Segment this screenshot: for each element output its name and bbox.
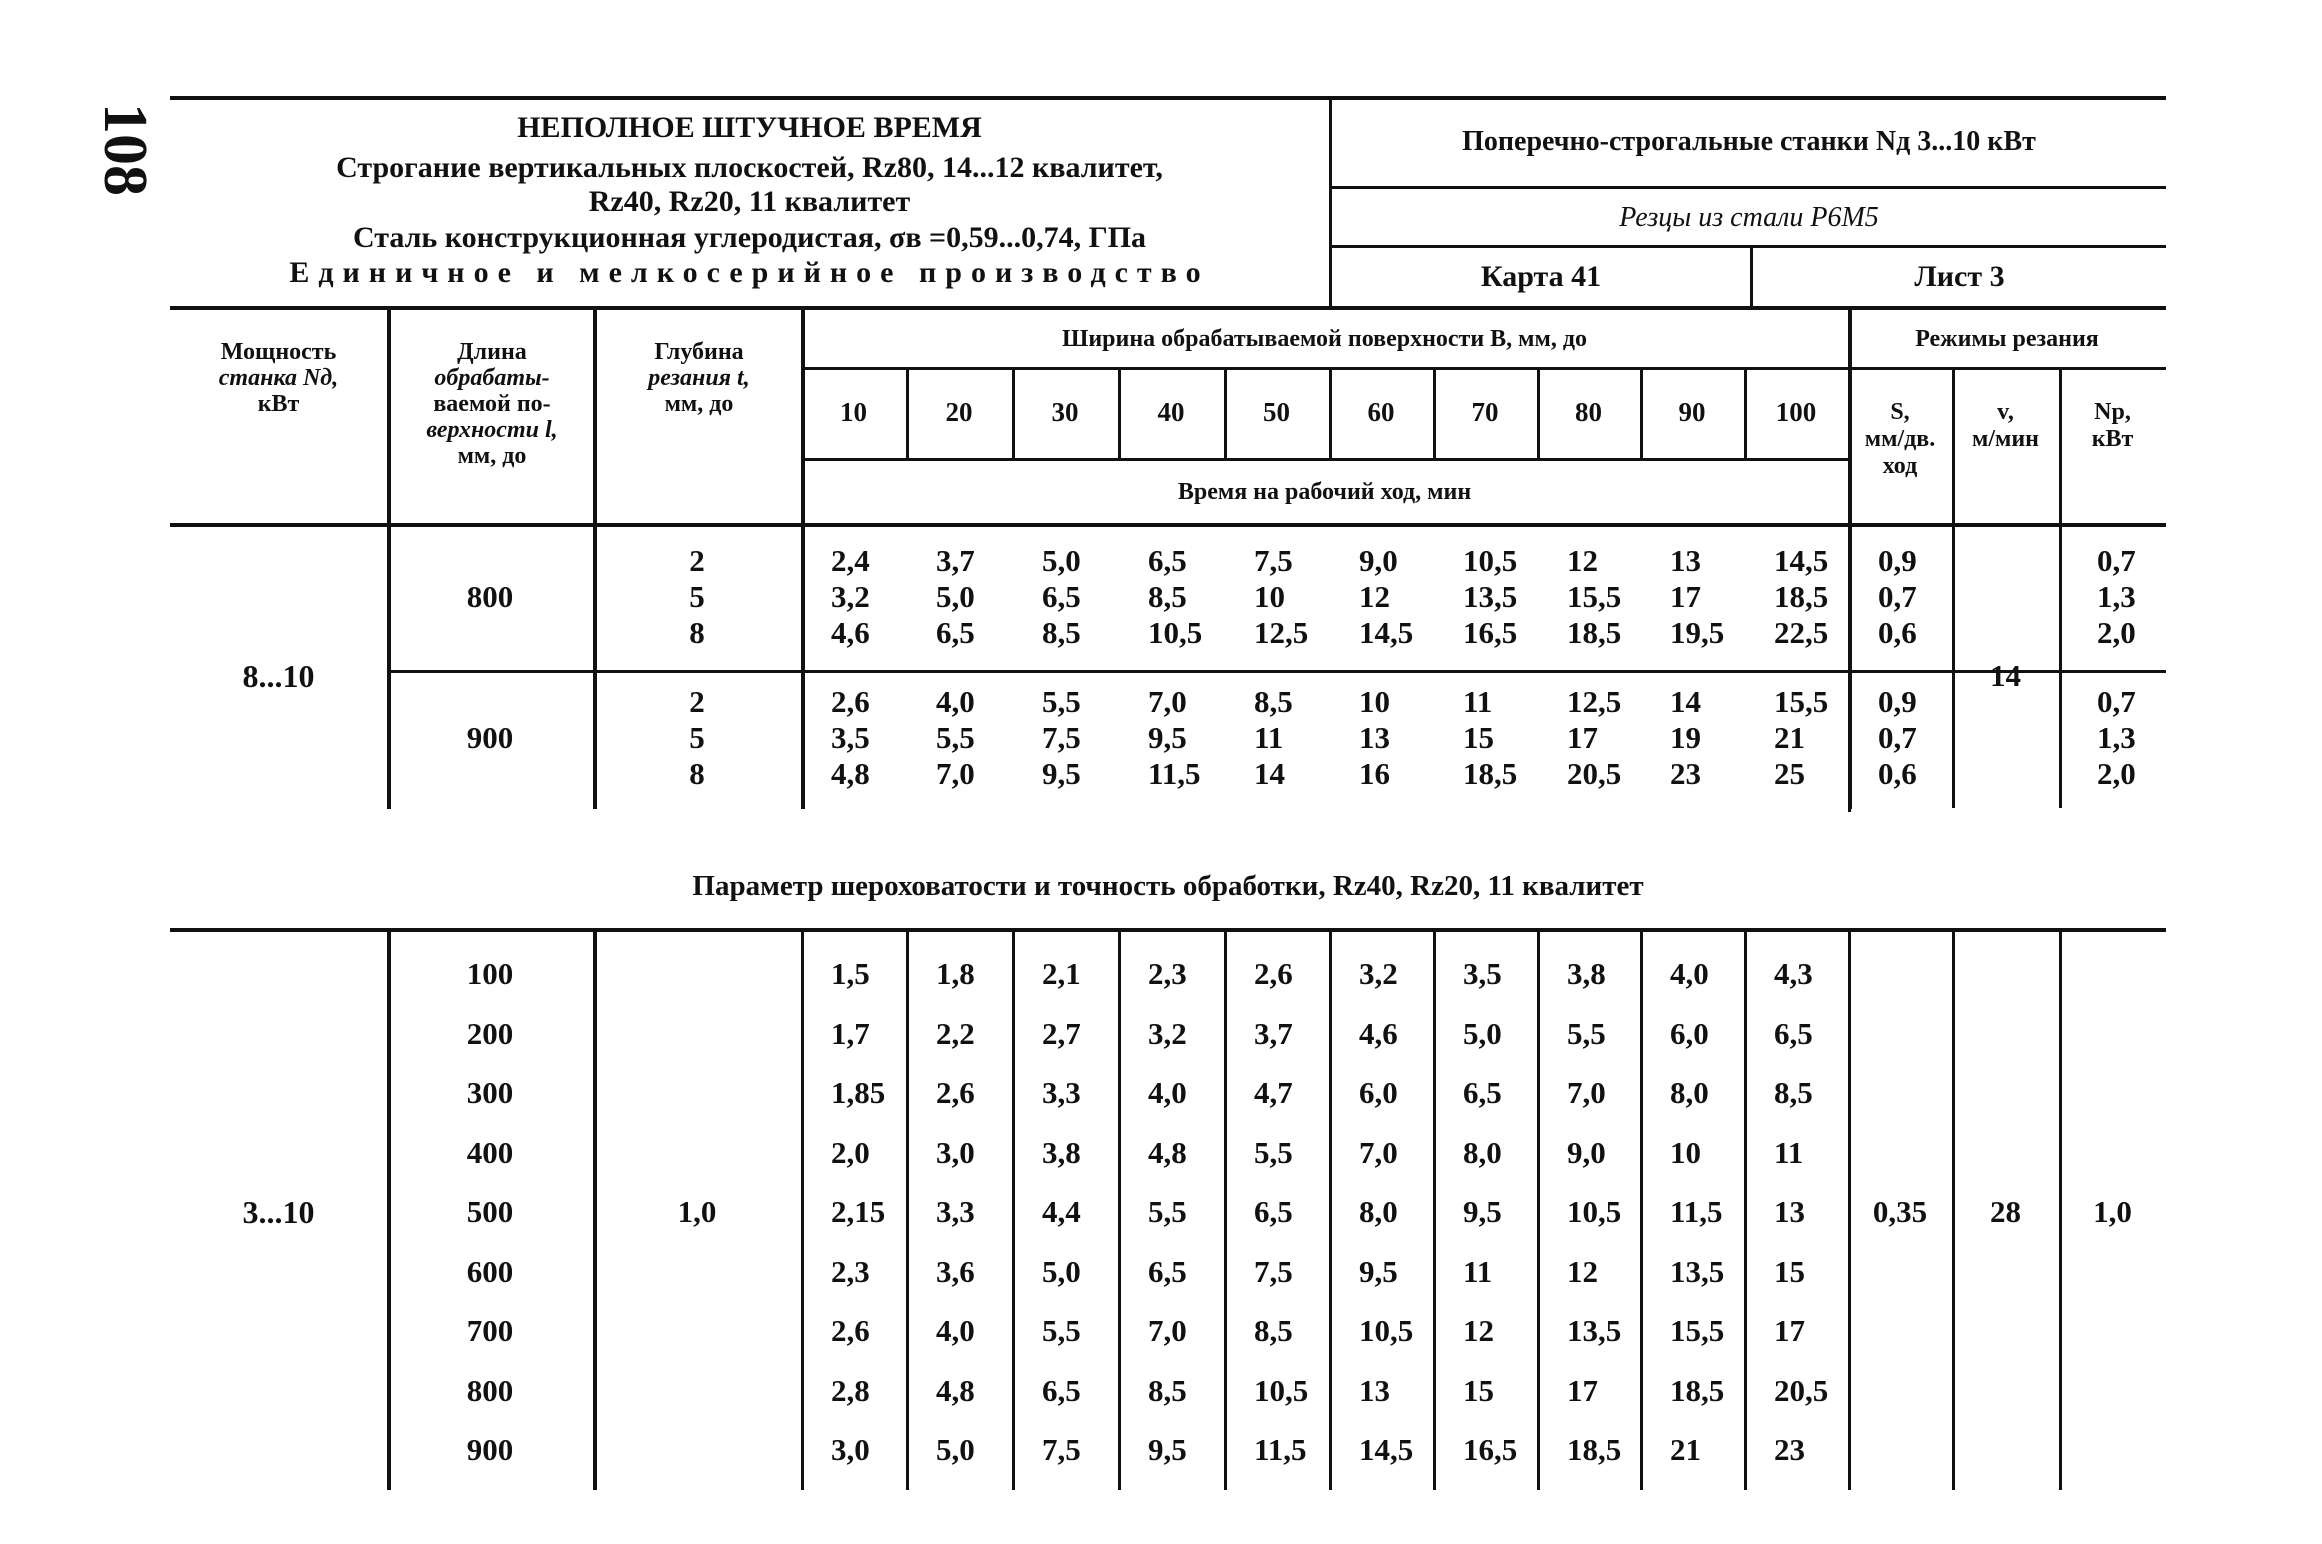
title: НЕПОЛНОЕ ШТУЧНОЕ ВРЕМЯ bbox=[517, 111, 982, 144]
width-header: Ширина обрабатываемой поверхности В, мм, до bbox=[1061, 326, 1588, 352]
v-value: 14 bbox=[1990, 658, 2021, 693]
depth-header-line: резания t, bbox=[648, 365, 750, 391]
depth-header-line: мм, до bbox=[664, 391, 734, 417]
sheet-label: Лист 3 bbox=[1914, 260, 2005, 293]
time-cell: 3,0 bbox=[831, 1432, 870, 1467]
length-row: 100 bbox=[466, 956, 514, 991]
length-row: 900 bbox=[466, 1432, 514, 1467]
time-cell: 2,8 bbox=[831, 1372, 870, 1408]
time-cell: 3,8 bbox=[1042, 1134, 1081, 1170]
length-row: 200 bbox=[466, 1015, 514, 1051]
time-cell: 4,4 bbox=[1042, 1194, 1081, 1229]
time-cell: 6,5 bbox=[1254, 1194, 1293, 1229]
length-row: 300 bbox=[466, 1075, 514, 1110]
time-cell: 10,5 13,5 16,5 bbox=[1463, 543, 1518, 650]
time-cell: 5,5 bbox=[1148, 1194, 1187, 1229]
length-header-line: мм, до bbox=[457, 443, 527, 469]
time-cell: 9,5 bbox=[1463, 1194, 1502, 1229]
header-bottom-rule bbox=[170, 306, 2166, 310]
time-cell: 13,5 bbox=[1670, 1253, 1725, 1289]
col-rule-2 bbox=[1329, 928, 1332, 1490]
time-cell: 4,8 bbox=[936, 1372, 975, 1408]
time-cell: 2,4 3,2 4,6 bbox=[831, 543, 870, 650]
col-rule-2 bbox=[1640, 928, 1643, 1490]
time-cell: 4,0 bbox=[1670, 956, 1709, 991]
time-cell: 2,6 3,5 4,8 bbox=[831, 684, 870, 791]
time-cell: 12 bbox=[1463, 1313, 1494, 1348]
time-cell: 6,5 8,5 10,5 bbox=[1148, 543, 1203, 650]
time-cell: 8,0 bbox=[1670, 1075, 1709, 1110]
time-cell: 1,5 bbox=[831, 956, 870, 991]
length-header-line: обрабаты- bbox=[434, 365, 550, 391]
time-cell: 5,5 bbox=[1254, 1134, 1293, 1170]
time-cell: 2,7 bbox=[1042, 1015, 1081, 1051]
depth-value-2: 1,0 bbox=[677, 1194, 717, 1229]
time-cell: 4,0 5,5 7,0 bbox=[936, 684, 975, 791]
s-value-2: 0,35 bbox=[1872, 1194, 1928, 1229]
modes-header: Режимы резания bbox=[1915, 326, 2099, 352]
time-cell: 8,0 bbox=[1463, 1134, 1502, 1170]
time-cell: 14 19 23 bbox=[1670, 684, 1701, 791]
time-cell: 3,2 bbox=[1359, 956, 1398, 991]
np-value-2: 1,0 bbox=[2093, 1194, 2132, 1229]
col-rule-2 bbox=[801, 928, 804, 1490]
time-cell: 5,5 bbox=[1042, 1313, 1081, 1348]
time-cell: 2,15 bbox=[831, 1194, 886, 1229]
time-cell: 18,5 bbox=[1567, 1432, 1622, 1467]
time-header: Время на рабочий ход, мин bbox=[1177, 479, 1472, 505]
time-cell: 14,5 18,5 22,5 bbox=[1774, 543, 1829, 650]
time-cell: 2,6 bbox=[936, 1075, 975, 1110]
power-value: 8...10 bbox=[242, 658, 315, 694]
time-cell: 3,3 bbox=[936, 1194, 975, 1229]
width-col-90: 90 bbox=[1678, 397, 1706, 427]
time-cell: 9,0 bbox=[1567, 1134, 1606, 1170]
time-cell: 4,7 bbox=[1254, 1075, 1293, 1110]
col-rule-s bbox=[1848, 309, 1852, 809]
time-cell: 15,5 bbox=[1670, 1313, 1725, 1348]
col-rule-2 bbox=[1012, 928, 1015, 1490]
time-cell: 10,5 bbox=[1254, 1372, 1309, 1408]
time-cell: 3,6 bbox=[936, 1253, 975, 1289]
section2-title: Параметр шероховатости и точность обработки, Rz40, Rz20, 11 квалитет bbox=[692, 870, 1644, 902]
top-rule bbox=[170, 96, 2166, 100]
time-cell: 7,0 bbox=[1567, 1075, 1606, 1110]
time-cell: 7,0 9,5 11,5 bbox=[1148, 684, 1201, 791]
time-cell: 10,5 bbox=[1567, 1194, 1622, 1229]
np-values: 0,7 1,3 2,0 bbox=[2097, 684, 2136, 791]
time-cell: 4,6 bbox=[1359, 1015, 1398, 1051]
power-header-line: станка Nд, bbox=[218, 365, 339, 391]
time-cell: 11 15 18,5 bbox=[1463, 684, 1518, 791]
time-cell: 8,5 11 14 bbox=[1254, 684, 1293, 791]
time-cell: 6,5 bbox=[1774, 1015, 1813, 1051]
length-header-line: верхности l, bbox=[426, 417, 558, 443]
time-cell: 8,0 bbox=[1359, 1194, 1398, 1229]
length-row: 400 bbox=[466, 1134, 514, 1170]
width-col-50: 50 bbox=[1263, 397, 1290, 427]
col-rule-2 bbox=[1224, 928, 1227, 1490]
time-cell: 2,6 bbox=[831, 1313, 870, 1348]
time-cell: 1,7 bbox=[831, 1015, 870, 1051]
time-cell: 5,0 bbox=[1042, 1253, 1081, 1289]
time-cell: 6,0 bbox=[1670, 1015, 1709, 1051]
time-cell: 3,3 bbox=[1042, 1075, 1081, 1110]
time-cell: 15 bbox=[1463, 1372, 1494, 1408]
time-cell: 12,5 17 20,5 bbox=[1567, 684, 1622, 791]
np-values: 0,7 1,3 2,0 bbox=[2097, 543, 2136, 650]
time-cell: 7,5 bbox=[1042, 1432, 1081, 1467]
width-col-70: 70 bbox=[1471, 397, 1499, 427]
title-line3: Rz40, Rz20, 11 квалитет bbox=[588, 185, 911, 218]
col-rule-2 bbox=[906, 928, 909, 1490]
time-cell: 11,5 bbox=[1254, 1432, 1307, 1467]
length-value: 900 bbox=[466, 720, 514, 755]
time-cell: 15 bbox=[1774, 1253, 1805, 1289]
time-cell: 13 bbox=[1359, 1372, 1390, 1408]
time-cell: 7,5 10 12,5 bbox=[1254, 543, 1309, 650]
length-row: 700 bbox=[466, 1313, 514, 1348]
time-cell: 16,5 bbox=[1463, 1432, 1518, 1467]
time-cell: 17 bbox=[1567, 1372, 1598, 1408]
time-cell: 11 bbox=[1774, 1134, 1804, 1170]
width-col-80: 80 bbox=[1575, 397, 1602, 427]
time-cell: 12 15,5 18,5 bbox=[1567, 543, 1622, 650]
time-cell: 2,2 bbox=[936, 1015, 975, 1051]
time-cell: 3,2 bbox=[1148, 1015, 1187, 1051]
np-divider bbox=[2059, 670, 2166, 673]
length-value: 800 bbox=[466, 579, 514, 614]
time-cell: 13 bbox=[1774, 1194, 1805, 1229]
time-cell: 17 bbox=[1774, 1313, 1805, 1348]
width-col-10: 10 bbox=[840, 397, 867, 427]
length-header-line: ваемой по- bbox=[433, 391, 551, 417]
time-cell: 3,7 5,0 6,5 bbox=[936, 543, 975, 650]
group-divider bbox=[387, 670, 2166, 673]
time-cell: 3,7 bbox=[1254, 1015, 1293, 1051]
page-number: 108 bbox=[91, 103, 159, 196]
s-header-line: мм/дв. bbox=[1864, 426, 1936, 452]
time-cell: 6,5 bbox=[1042, 1372, 1081, 1408]
time-cell: 7,5 bbox=[1254, 1253, 1293, 1289]
width-col-40: 40 bbox=[1157, 397, 1185, 427]
time-cell: 21 bbox=[1670, 1432, 1701, 1467]
col-rule-2 bbox=[1744, 928, 1747, 1490]
time-cell: 8,5 bbox=[1254, 1313, 1293, 1348]
power-header-line: Мощность bbox=[220, 339, 337, 365]
time-cell: 20,5 bbox=[1774, 1372, 1829, 1408]
time-cell: 18,5 bbox=[1670, 1372, 1725, 1408]
np-header-line: кВт bbox=[2091, 426, 2134, 452]
modes-header-rule bbox=[1848, 367, 2166, 370]
s-header-line: S, bbox=[1890, 399, 1910, 425]
table1-header-bottom bbox=[170, 523, 2166, 527]
time-cell: 5,5 bbox=[1567, 1015, 1606, 1051]
time-cell: 4,3 bbox=[1774, 956, 1813, 991]
time-cell: 23 bbox=[1774, 1432, 1805, 1467]
time-cell: 5,0 bbox=[936, 1432, 975, 1467]
time-cell: 3,5 bbox=[1463, 956, 1502, 991]
time-cell: 7,0 bbox=[1359, 1134, 1398, 1170]
power-header-line: кВт bbox=[257, 391, 300, 417]
tool-label: Резцы из стали Р6М5 bbox=[1619, 202, 1879, 233]
time-cell: 1,8 bbox=[936, 956, 975, 991]
time-cell: 13 17 19,5 bbox=[1670, 543, 1725, 650]
time-cell: 4,8 bbox=[1148, 1134, 1187, 1170]
time-cell: 8,5 bbox=[1774, 1075, 1813, 1110]
machine-label: Поперечно-строгальные станки Nд 3...10 кВт bbox=[1462, 126, 2036, 157]
time-cell: 7,0 bbox=[1148, 1313, 1187, 1348]
s-values: 0,9 0,7 0,6 bbox=[1878, 684, 1917, 791]
title-line4: Сталь конструкционная углеродистая, σв =0,59...0,74, ГПа bbox=[352, 221, 1147, 254]
time-cell: 5,0 bbox=[1463, 1015, 1502, 1051]
depth-values: 2 5 8 bbox=[689, 684, 705, 791]
time-cell: 3,0 bbox=[936, 1134, 975, 1170]
card-label: Карта 41 bbox=[1480, 260, 1602, 293]
depth-header-line: Глубина bbox=[654, 339, 744, 365]
time-cell: 4,0 bbox=[1148, 1075, 1187, 1110]
table2-top-rule bbox=[170, 928, 2166, 932]
time-cell: 11,5 bbox=[1670, 1194, 1723, 1229]
col-rule-2 bbox=[1118, 928, 1121, 1490]
width-col-100: 100 bbox=[1775, 397, 1817, 427]
length-row: 600 bbox=[466, 1253, 514, 1289]
time-cell: 2,1 bbox=[1042, 956, 1081, 991]
time-cell: 6,0 bbox=[1359, 1075, 1398, 1110]
title-line5: Единичное и мелкосерийное производство bbox=[289, 256, 1210, 289]
col-rule-2 bbox=[1537, 928, 1540, 1490]
time-cell: 2,6 bbox=[1254, 956, 1293, 991]
time-cell: 12 bbox=[1567, 1253, 1598, 1289]
power-value-2: 3...10 bbox=[242, 1194, 315, 1230]
time-cell: 9,0 12 14,5 bbox=[1359, 543, 1414, 650]
time-cell: 10,5 bbox=[1359, 1313, 1414, 1348]
time-cell: 6,5 bbox=[1463, 1075, 1502, 1110]
length-row: 800 bbox=[466, 1372, 514, 1408]
time-cell: 14,5 bbox=[1359, 1432, 1414, 1467]
width-col-30: 30 bbox=[1051, 397, 1079, 427]
time-cell: 10 bbox=[1670, 1134, 1701, 1170]
length-row: 500 bbox=[466, 1194, 514, 1229]
time-header-rule bbox=[801, 458, 1848, 461]
time-cell: 9,5 bbox=[1148, 1432, 1187, 1467]
v-header-line: v, bbox=[1997, 399, 2014, 425]
s-values: 0,9 0,7 0,6 bbox=[1878, 543, 1917, 650]
time-cell: 6,5 bbox=[1148, 1253, 1187, 1289]
time-cell: 2,3 bbox=[1148, 956, 1187, 991]
width-col-20: 20 bbox=[945, 397, 973, 427]
time-cell: 2,3 bbox=[831, 1253, 870, 1289]
col-rule-2 bbox=[1433, 928, 1436, 1490]
time-cell: 5,5 7,5 9,5 bbox=[1042, 684, 1081, 791]
width-col-60: 60 bbox=[1367, 397, 1395, 427]
time-cell: 2,0 bbox=[831, 1134, 870, 1170]
col-rule-w10 bbox=[801, 309, 805, 809]
np-header-line: Nр, bbox=[2094, 399, 2131, 425]
time-cell: 11 bbox=[1463, 1253, 1493, 1289]
time-cell: 10 13 16 bbox=[1359, 684, 1390, 791]
time-cell: 4,0 bbox=[936, 1313, 975, 1348]
width-header-rule bbox=[801, 367, 1848, 370]
time-cell: 9,5 bbox=[1359, 1253, 1398, 1289]
depth-values: 2 5 8 bbox=[689, 543, 705, 650]
v-value-2: 28 bbox=[1990, 1194, 2021, 1229]
title-line2: Строгание вертикальных плоскостей, Rz80, 14...12 квалитет, bbox=[336, 151, 1163, 184]
v-header-line: м/мин bbox=[1971, 426, 2040, 452]
time-cell: 13,5 bbox=[1567, 1313, 1622, 1348]
s-header-line: ход bbox=[1882, 453, 1918, 479]
time-cell: 5,0 6,5 8,5 bbox=[1042, 543, 1081, 650]
time-cell: 1,85 bbox=[831, 1075, 886, 1110]
time-cell: 15,5 21 25 bbox=[1774, 684, 1829, 791]
time-cell: 8,5 bbox=[1148, 1372, 1187, 1408]
length-header-line: Длина bbox=[457, 339, 527, 365]
time-cell: 3,8 bbox=[1567, 956, 1606, 991]
